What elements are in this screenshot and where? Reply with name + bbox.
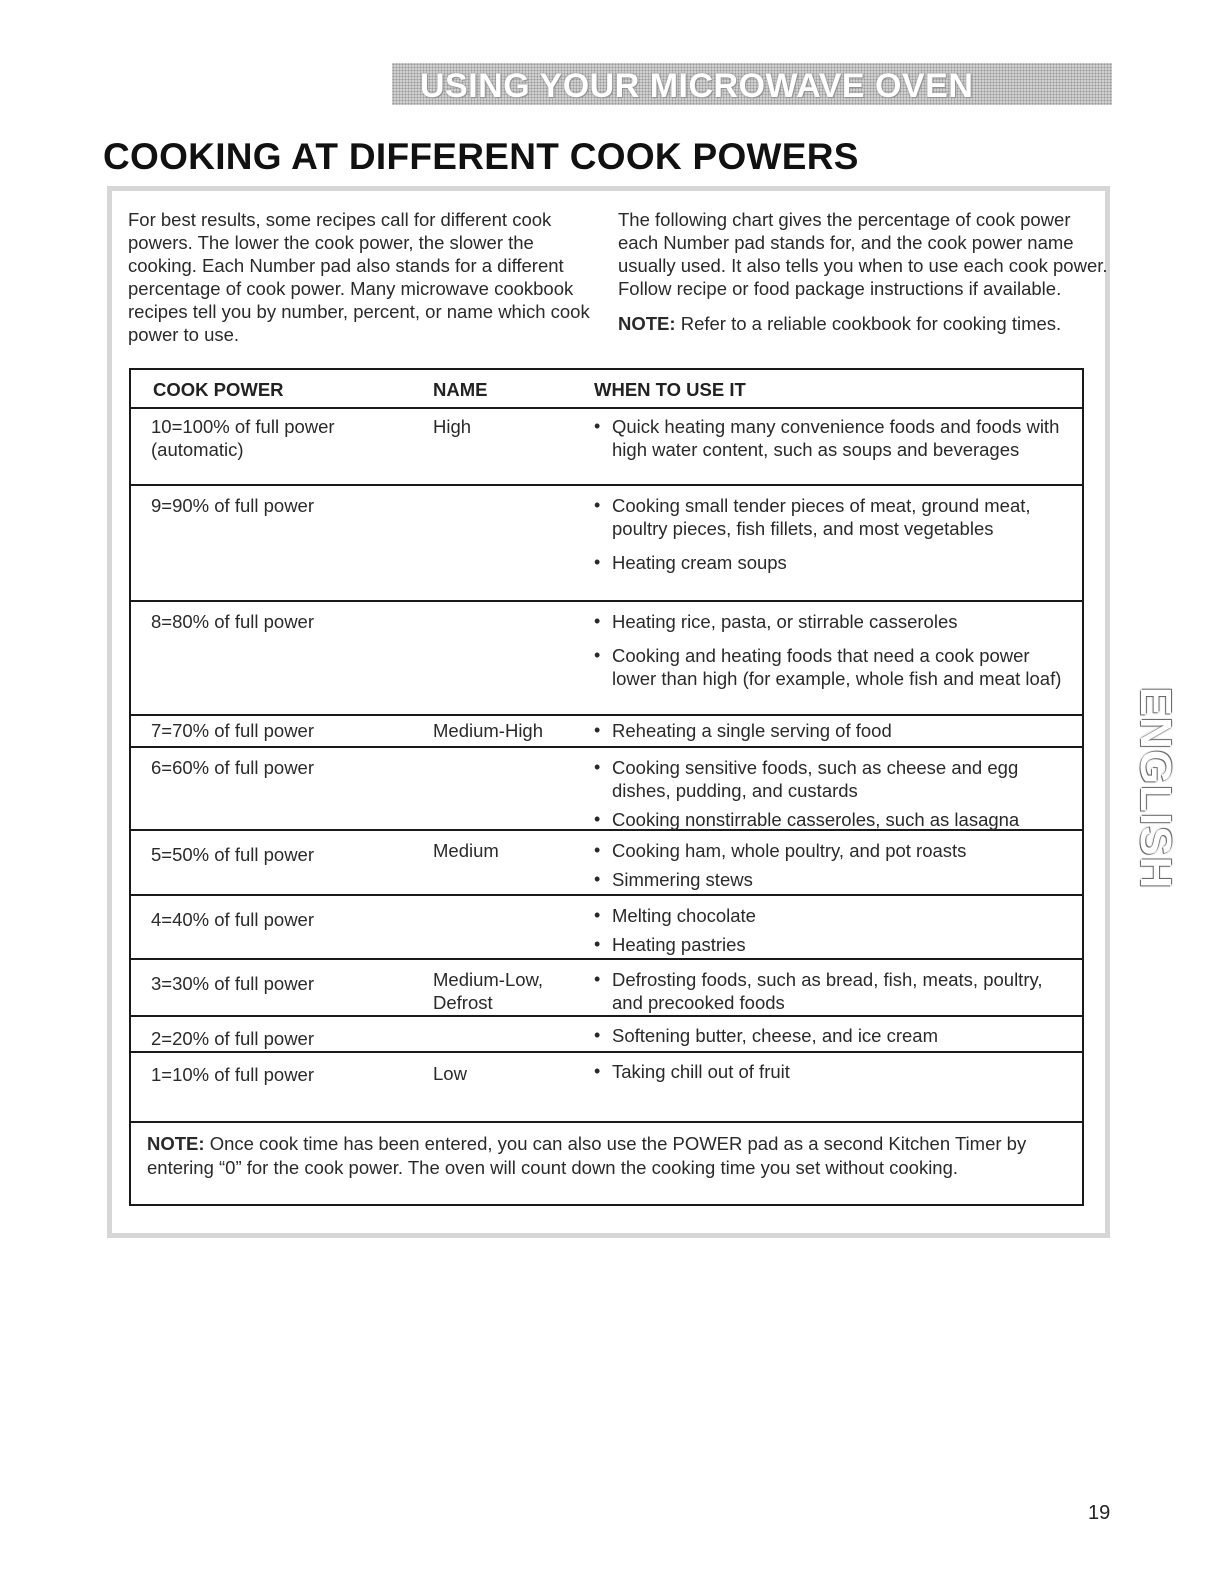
use-item: • Heating rice, pasta, or stirrable casseroles — [594, 610, 1074, 633]
table-row — [131, 896, 1082, 960]
table-row — [131, 748, 1082, 831]
use-item: • Defrosting foods, such as bread, fish, meats, poultry, and precooked foods — [594, 968, 1074, 1014]
use-item: • Cooking sensitive foods, such as cheese and egg dishes, pudding, and custards — [594, 756, 1074, 802]
row-uses — [594, 756, 1074, 837]
table-row — [131, 831, 1082, 896]
row-cook-power: 8=80% of full power — [151, 611, 315, 632]
row-name: Low — [433, 1063, 467, 1084]
table-row — [131, 1053, 1082, 1123]
intro-note — [618, 312, 1110, 335]
intro-left-paragraph: For best results, some recipes call for different cook powers. The lower the cook power, the slower the cooking. Each Number pad also stands for a different percentage of cook power. Many microwave cookbook recipes tell you by number, percent, or name which cook power to use. — [128, 209, 590, 345]
header-name: NAME — [433, 379, 488, 400]
intro-left-column — [128, 208, 598, 346]
section-banner — [392, 63, 1112, 105]
intro-right-column — [618, 208, 1110, 335]
page-title: COOKING AT DIFFERENT COOK POWERS — [103, 136, 859, 177]
row-uses — [594, 415, 1074, 472]
intro-note-label: NOTE: — [618, 313, 676, 334]
language-side-tab — [1127, 672, 1183, 904]
table-row — [131, 960, 1082, 1017]
row-cook-power: 10=100% of full power (automatic) — [151, 416, 335, 460]
header-cook-power: COOK POWER — [153, 379, 284, 400]
row-cook-power: 9=90% of full power — [151, 495, 315, 516]
row-name: High — [433, 416, 472, 437]
intro-right-paragraph: The following chart gives the percentage of cook power each Number pad stands for, and the cook power name usually used. It also tells you when to use each cook power. Follow recipe or food package instructions if available. — [618, 209, 1108, 299]
header-when-to-use: WHEN TO USE IT — [594, 379, 746, 400]
language-side-tab-text: ENGLISH — [1131, 686, 1180, 890]
table-row — [131, 716, 1082, 748]
table-header — [131, 370, 1082, 409]
row-name: Medium-Low, Defrost — [433, 969, 544, 1013]
section-banner-text: USING YOUR MICROWAVE OVEN — [420, 67, 974, 105]
row-uses — [594, 494, 1074, 585]
use-item: • Cooking and heating foods that need a cook power lower than high (for example, whole fish and meat loaf) — [594, 644, 1074, 690]
use-item: • Quick heating many convenience foods and foods with high water content, such as soups and beverages — [594, 415, 1074, 461]
row-uses — [594, 1060, 1074, 1094]
table-row — [131, 1017, 1082, 1053]
row-cook-power: 6=60% of full power — [151, 757, 315, 778]
row-cook-power: 7=70% of full power — [151, 720, 315, 741]
bottom-note — [147, 1132, 1082, 1180]
row-name: Medium — [433, 840, 499, 861]
row-uses — [594, 904, 1074, 962]
table-row — [131, 602, 1082, 716]
use-item: • Cooking nonstirrable casseroles, such as lasagna — [594, 808, 1074, 831]
use-item: • Cooking small tender pieces of meat, ground meat, poultry pieces, fish fillets, and most vegetables — [594, 494, 1074, 540]
table-row — [131, 407, 1082, 486]
use-item: • Softening butter, cheese, and ice cream — [594, 1024, 1074, 1047]
row-cook-power: 2=20% of full power — [151, 1028, 315, 1049]
use-item: • Cooking ham, whole poultry, and pot roasts — [594, 839, 1074, 862]
row-cook-power: 5=50% of full power — [151, 844, 315, 865]
row-cook-power: 1=10% of full power — [151, 1064, 315, 1085]
page-number: 19 — [1088, 1502, 1111, 1524]
cook-power-table — [129, 368, 1084, 1206]
bottom-note-text: Once cook time has been entered, you can also use the POWER pad as a second Kitchen Timer by entering “0” for the cook power. The oven will count down the cooking time you set without cooking. — [147, 1133, 1027, 1178]
table-row — [131, 486, 1082, 602]
use-item: • Simmering stews — [594, 868, 1074, 891]
intro-note-text: Refer to a reliable cookbook for cooking times. — [675, 313, 1062, 334]
row-cook-power: 3=30% of full power — [151, 973, 315, 994]
use-item: • Melting chocolate — [594, 904, 1074, 927]
row-cook-power: 4=40% of full power — [151, 909, 315, 930]
use-item: • Heating cream soups — [594, 551, 1074, 574]
use-item: • Taking chill out of fruit — [594, 1060, 1074, 1083]
row-uses — [594, 610, 1074, 701]
use-item: • Reheating a single serving of food — [594, 719, 1074, 742]
bottom-note-label: NOTE: — [147, 1133, 205, 1154]
row-uses — [594, 839, 1074, 897]
use-item: • Heating pastries — [594, 933, 1074, 956]
row-name: Medium-High — [433, 720, 544, 741]
